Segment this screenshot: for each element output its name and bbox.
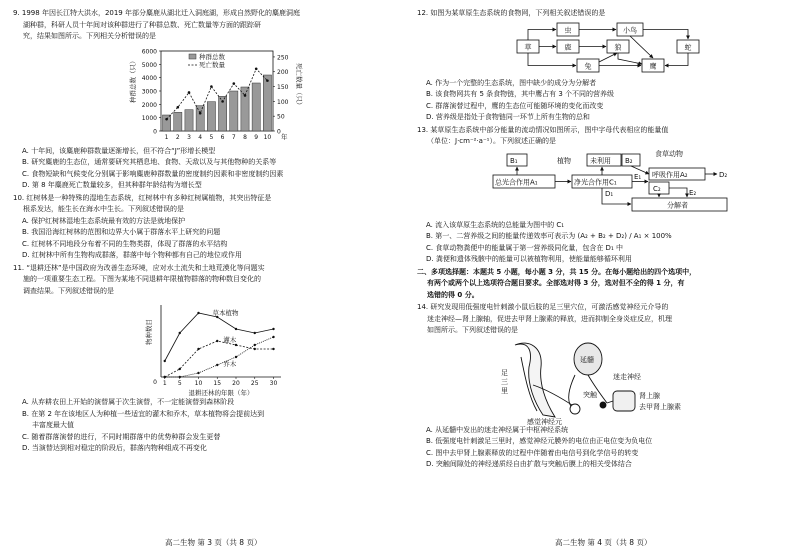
q11-option-b: B. 在第 2 年在该地区人为种植一些适宜的灌木和乔木，草本植物将会提前达到 — [22, 409, 265, 418]
q9-death-point — [266, 79, 269, 82]
q10-option-d: D. 红树林中所有生物构成群落，群落中每个物种都有自己的地位或作用 — [22, 251, 242, 259]
q10-option-b: B. 我国沿海红树林的范围和边界大小属于群落水平上研究的问题 — [22, 228, 221, 236]
question-11 — [13, 263, 385, 455]
question-9 — [13, 8, 385, 192]
label-b1: B₁ — [510, 156, 518, 165]
label-synapse: 突触 — [583, 390, 597, 399]
q9-ylabel-left: 种群总数（只） — [129, 57, 137, 103]
q13-line-1: 13. 某草原生态系统中部分能量的流动情况如图所示，图中字母代表相应的能量值 — [417, 125, 669, 134]
q9-bar — [185, 109, 193, 130]
q11-tree-point — [164, 376, 166, 378]
q14-diagram-svg — [417, 337, 789, 425]
q9-line-3: 究，结果如图所示。下列相关分析错误的是 — [23, 32, 156, 40]
q11-tree-point — [197, 372, 199, 374]
sec2-line-1: 二、多项选择题：本题共 5 小题，每小题 3 分，共 15 分。在每小题给出的四个选项中， — [417, 267, 697, 276]
q11-xtick-label: 20 — [232, 380, 240, 387]
label-unused: 未利用 — [590, 156, 611, 165]
q10-line-2: 根系发达，能生长在海水中生长。下列叙述错误的是 — [23, 205, 184, 213]
q9-bar — [163, 115, 171, 131]
q9-option-c: C. 食物短缺和气候变化分别属于影响麋鹿种群数量的密度制约因素和非密度制约因素 — [22, 169, 284, 178]
q9-death-point — [188, 91, 191, 94]
q13-option-a: A. 流入该草原生态系统的总能量为图中的 C₁ — [426, 220, 565, 229]
q9-ytick-left-label: 3000 — [141, 88, 157, 95]
q9-xtick-label: 5 — [209, 133, 214, 141]
q11-tree-line — [165, 337, 274, 377]
label-d2: D₂ — [719, 170, 728, 179]
q12-web-svg — [417, 20, 789, 78]
web-node-snake: 蛇 — [684, 43, 692, 51]
q14-option-d: D. 突触间隙处的神经递质经自由扩散与突触后膜上的相关受体结合 — [426, 460, 632, 468]
q9-line-2: 湖种群，科研人员十年间对该种群进行了种群总数、死亡数量等方面的跟踪研 — [23, 20, 261, 29]
sec2-line-3: 选错的得 0 分。 — [427, 290, 479, 299]
q11-herb-point — [179, 332, 181, 334]
question-14 — [417, 302, 789, 471]
q11-chart — [13, 297, 385, 397]
label-gross-photo: 总光合作用A₁ — [495, 178, 538, 186]
q10-line-1: 10. 红树林是一种特殊的湿地生态系统，红树林中有多种红树属植物，其突出特征是 — [13, 193, 272, 202]
q14-option-b: B. 低强度电针刺激足三里时，感觉神经元膜外的电位由正电位变为负电位 — [426, 437, 653, 445]
q9-bar — [196, 105, 204, 130]
q9-xtick-label: 8 — [243, 133, 247, 141]
q9-bar — [252, 83, 260, 131]
q9-ytick-left-label: 0 — [153, 128, 157, 135]
q9-chart — [13, 43, 385, 146]
q9-ytick-left-label: 1000 — [141, 114, 157, 122]
q9-death-point — [199, 111, 202, 114]
q10-option-a: A. 保护红树林湿地生态系统最有效的方法是就地保护 — [22, 216, 186, 225]
q9-option-b: B. 研究麋鹿的生态位，通常要研究其栖息地、食物、天敌以及与其他物种的关系等 — [22, 158, 277, 166]
label-b2: B₂ — [625, 156, 633, 165]
q14-line-1: 14. 研究发现用低强度电针刺激小鼠后肢的足三里穴位，可激活感觉神经元介导的 — [417, 303, 669, 311]
q9-xtick-label: 9 — [254, 133, 259, 141]
q11-xtick-label: 15 — [213, 380, 222, 387]
q14-line-3: 如图所示。下列叙述错误的是 — [427, 326, 518, 334]
q14-option-a: A. 从延髓中发出的迷走神经属于中枢神经系统 — [426, 425, 569, 434]
q9-death-point — [255, 67, 258, 70]
label-decomposer: 分解者 — [667, 201, 688, 209]
q9-death-point — [165, 117, 168, 120]
q9-xtick-label: 2 — [175, 133, 180, 141]
right-page — [417, 8, 789, 472]
label-net-photo: 净光合作用C₁ — [574, 178, 617, 186]
web-node-grass: 草 — [524, 43, 532, 51]
label-c2: C₂ — [653, 184, 661, 193]
q9-ytick-right-label: 250 — [277, 53, 289, 61]
q9-death-point — [177, 105, 180, 108]
q9-ytick-right-label: 100 — [277, 98, 289, 106]
q12-line-1: 12. 如图为某草原生态系统的食物网，下列相关叙述错误的是 — [417, 9, 606, 17]
q11-chart-svg — [13, 297, 385, 397]
q9-death-point — [221, 100, 224, 103]
q11-shrub-line — [165, 341, 274, 377]
q11-tree-point — [254, 344, 256, 346]
q11-herb-point — [272, 328, 274, 330]
q11-option-d: D. 当演替达到相对稳定的阶段后，群落内物种组成不再变化 — [22, 444, 207, 452]
web-node-eagle: 鹰 — [649, 62, 657, 70]
label-vagus: 迷走神经 — [613, 372, 641, 381]
q9-ytick-left-label: 6000 — [141, 48, 157, 55]
q11-option-b-cont: 丰富度最大值 — [32, 421, 74, 429]
question-10 — [13, 193, 385, 262]
q12-option-a: A. 作为一个完整的生态系统，图中缺少的成分为分解者 — [426, 78, 597, 87]
label-respiration: 呼吸作用A₂ — [652, 170, 688, 179]
q13-option-d: D. 粪便和遗体残骸中的能量可以被植物利用，使能量能够循环利用 — [426, 255, 632, 263]
q11-line-3: 调查结果。下列叙述错误的是 — [23, 286, 114, 295]
web-node-deer: 鹿 — [564, 43, 572, 51]
q11-tree-point — [216, 364, 218, 366]
q9-xlabel: 年 — [281, 132, 288, 141]
left-footer: 高二生物 第 3 页（共 8 页） — [165, 538, 262, 547]
q11-xtick-label: 10 — [194, 380, 203, 387]
q9-xtick-label: 10 — [263, 133, 272, 141]
label-plant: 植物 — [557, 156, 571, 165]
q11-legend-shrub: 灌木 — [223, 336, 237, 344]
sec2-line-2: 有两个或两个以上选项符合题目要求。全部选对得 3 分，选对但不全的得 1 分，有 — [427, 279, 685, 287]
q14-line-2: 迷走神经—肾上腺轴，促进去甲肾上腺素的释放，进而抑制全身炎症反应，机理 — [427, 314, 672, 323]
label-medulla: 延髓 — [580, 355, 594, 364]
q9-option-a: A. 十年间，该麋鹿种群数量逐渐增长，但不符合“J”形增长模型 — [22, 146, 216, 155]
q11-xtick-label: 25 — [250, 380, 259, 387]
q11-ylabel: 物种数目 — [145, 319, 153, 345]
q9-bar — [263, 75, 271, 131]
q11-line-1: 11. “退耕还林”是中国政府为改善生态环境，应对水土流失和土地荒漠化等问题实 — [13, 263, 265, 272]
q9-ytick-right-label: 50 — [277, 113, 285, 121]
q10-option-c: C. 红树林不同地段分布着不同的生物类群，体现了群落的水平结构 — [22, 239, 228, 248]
q9-ytick-left-label: 5000 — [141, 61, 157, 69]
q11-shrub-point — [272, 348, 274, 350]
label-adrenal: 肾上腺 — [639, 391, 660, 400]
question-12 — [417, 8, 789, 124]
q11-option-c: C. 随着群落演替的进行，不同时期群落中的优势种群会发生更替 — [22, 432, 221, 441]
label-norepinephrine: 去甲肾上腺素 — [639, 402, 681, 411]
q13-energy-diagram — [417, 148, 789, 220]
q12-option-d: D. 营养级是指处于食物链同一环节上所有生物的总和 — [426, 113, 590, 121]
q9-xtick-label: 3 — [187, 133, 191, 141]
q12-option-c: C. 群落演替过程中，鹰的生态位可能随环境的变化而改变 — [426, 101, 604, 110]
q11-herb-line — [165, 313, 274, 361]
web-node-insect: 虫 — [564, 26, 572, 34]
q9-death-point — [210, 85, 213, 88]
q11-tree-point — [235, 356, 237, 358]
q11-xtick-label: 1 — [162, 380, 167, 387]
q9-line-1: 9. 1998 年因长江特大洪水，2019 年部分麋鹿从湖北迁入洞庭湖，形成自然野化的麋鹿洞庭 — [13, 9, 300, 17]
q9-ylabel-right: 死亡数量（只） — [295, 62, 303, 108]
q9-xtick-label: 1 — [164, 133, 169, 141]
q9-ytick-left-label: 2000 — [141, 101, 157, 109]
q9-ytick-left-label: 4000 — [141, 74, 157, 82]
question-13 — [417, 125, 789, 266]
q9-xtick-label: 6 — [220, 133, 225, 141]
q9-legend-total: 种群总数 — [199, 52, 225, 61]
q11-herb-point — [235, 328, 237, 330]
q9-chart-svg — [13, 43, 385, 146]
q13-line-2: （单位：J·cm⁻²·a⁻¹）。下列叙述正确的是 — [427, 137, 556, 145]
q9-ytick-right-label: 150 — [277, 83, 289, 91]
q11-shrub-point — [197, 348, 199, 350]
label-e1: E₁ — [634, 172, 642, 181]
q11-origin: 0 — [153, 379, 157, 386]
label-herbivore: 食草动物 — [655, 149, 683, 158]
q9-bar — [241, 87, 249, 131]
q9-bar — [174, 112, 182, 131]
q11-shrub-point — [179, 368, 181, 370]
q11-shrub-point — [254, 348, 256, 350]
q9-death-point — [244, 94, 247, 97]
web-node-wolf: 狼 — [614, 43, 622, 51]
q11-herb-point — [164, 360, 166, 362]
q11-option-a: A. 从弃耕农田上开始的演替属于次生演替，不一定能演替到森林阶段 — [22, 398, 235, 406]
q9-ytick-right-label: 200 — [277, 68, 289, 76]
label-zusanli: 足三里 — [501, 368, 508, 395]
q13-diagram-svg — [417, 148, 789, 220]
q14-option-c: C. 图中去甲肾上腺素释放的过程中伴随着由电信号到化学信号的转变 — [426, 448, 639, 457]
left-page — [13, 8, 385, 456]
q9-bar — [230, 91, 238, 131]
q9-ytick-right-label: 0 — [277, 128, 281, 135]
q11-line-2: 施的一项重要生态工程。下图为某地不同退耕年限植物群落的物种数目变化的 — [23, 275, 261, 283]
q9-legend-death: 死亡数量 — [199, 60, 225, 69]
q9-xtick-label: 7 — [231, 133, 236, 141]
q9-xtick-label: 4 — [198, 133, 203, 141]
q11-shrub-point — [216, 340, 218, 342]
q11-herb-point — [254, 332, 256, 334]
q12-food-web — [417, 20, 789, 78]
q11-xtick-label: 5 — [177, 380, 182, 387]
q12-option-b: B. 该食物网共有 5 条食物链，其中鹰占有 3 个不同的营养级 — [426, 90, 615, 98]
q9-bar — [207, 101, 215, 130]
web-node-bird: 小鸟 — [623, 26, 637, 34]
q11-xtick-label: 30 — [269, 380, 278, 387]
label-d1: D₁ — [605, 189, 614, 198]
label-sensory-neuron: 感觉神经元 — [527, 417, 562, 425]
q13-option-c: C. 食草动物粪便中的能量属于第一营养级同化量，包含在 D₁ 中 — [426, 243, 623, 252]
right-footer: 高二生物 第 4 页（共 8 页） — [555, 538, 652, 547]
q11-xlabel: 退耕还林的年限（年） — [188, 389, 254, 397]
q11-legend-tree: 乔木 — [223, 360, 237, 368]
section-2-header — [417, 267, 789, 302]
label-e2: E₂ — [689, 188, 697, 197]
web-node-rabbit: 兔 — [584, 62, 592, 70]
q14-mechanism-diagram — [417, 337, 789, 425]
q11-legend-herb: 草本植物 — [212, 309, 239, 317]
q9-option-d: D. 第 8 年麋鹿死亡数量较多，但其种群年龄结构为增长型 — [22, 181, 202, 189]
q11-tree-point — [272, 336, 274, 338]
q11-shrub-point — [235, 344, 237, 346]
q11-tree-point — [179, 376, 181, 378]
q9-death-point — [233, 82, 236, 85]
q13-option-b: B. 第一、二营养级之间的能量传递效率可表示为 (A₂ + B₂ + D₂) / A₁ × 100% — [426, 232, 672, 240]
q9-legend-bar-swatch — [189, 54, 196, 59]
q11-herb-point — [197, 312, 199, 314]
